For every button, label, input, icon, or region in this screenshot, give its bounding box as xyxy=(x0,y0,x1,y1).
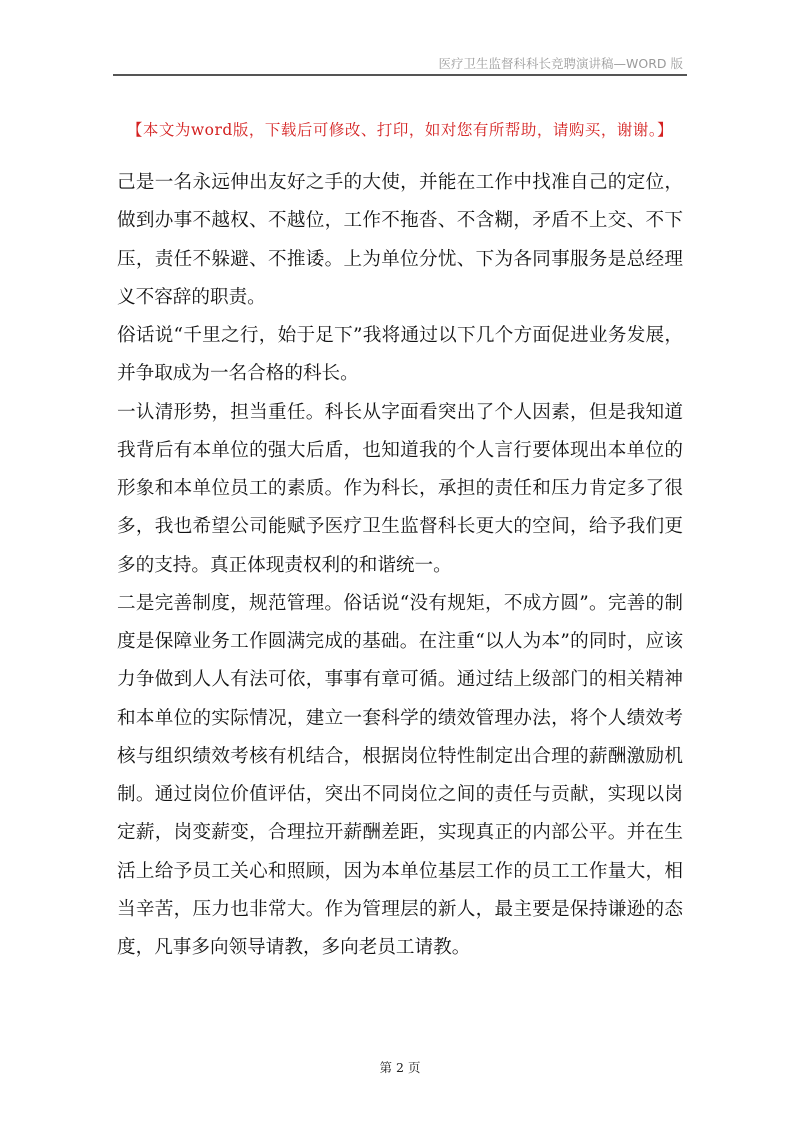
paragraph-line: 义不容辞的职责。 xyxy=(117,286,266,308)
paragraph-line: 俗话说“千里之行，始于足下”我将通过以下几个方面促进业务发展， xyxy=(117,325,683,346)
paragraph-line: 压，责任不躲避、不推诿。上为单位分忧、下为各同事服务是总经理 xyxy=(117,248,683,270)
paragraph-line: 己是一名永远伸出友好之手的大使，并能在工作中找准自己的定位， xyxy=(117,172,683,193)
paragraph xyxy=(117,317,683,394)
paragraph-line: 多的支持。真正体现责权利的和谐统一。 xyxy=(117,554,452,576)
document-body xyxy=(117,164,683,967)
paragraph-line: 定薪，岗变薪变，合理拉开薪酬差距，实现真正的内部公平。并在生 xyxy=(117,822,683,844)
paragraph-line: 力争做到人人有法可依，事事有章可循。通过结上级部门的相关精神 xyxy=(117,669,683,691)
paragraph-line: 二是完善制度，规范管理。俗话说“没有规矩，不成方圆”。完善的制 xyxy=(117,592,683,614)
paragraph-line: 制。通过岗位价值评估，突出不同岗位之间的责任与贡献，实现以岗 xyxy=(117,784,683,805)
header-divider xyxy=(113,74,687,76)
paragraph-line: 我背后有本单位的强大后盾，也知道我的个人言行要体现出本单位的 xyxy=(117,439,683,461)
purchase-notice: 【本文为word版，下载后可修改、打印，如对您有所帮助，请购买，谢谢。】 xyxy=(126,121,674,139)
paragraph-line: 活上给予员工关心和照顾，因为本单位基层工作的员工工作量大，相 xyxy=(117,860,683,882)
page-number: 第 2 页 xyxy=(379,1060,421,1075)
paragraph-line: 做到办事不越权、不越位，工作不拖沓、不含糊，矛盾不上交、不下 xyxy=(117,210,683,232)
paragraph-line: 核与组织绩效考核有机结合，根据岗位特性制定出合理的薪酬激励机 xyxy=(117,745,683,767)
paragraph-line: 度是保障业务工作圆满完成的基础。在注重“以人为本”的同时，应该 xyxy=(117,631,683,652)
paragraph xyxy=(117,585,683,968)
paragraph-line: 多，我也希望公司能赋予医疗卫生监督科长更大的空间，给予我们更 xyxy=(117,516,683,538)
document-header-title: 医疗卫生监督科科长竞聘演讲稿—WORD 版 xyxy=(438,56,683,71)
paragraph-line: 和本单位的实际情况，建立一套科学的绩效管理办法，将个人绩效考 xyxy=(117,707,683,729)
paragraph xyxy=(117,164,683,317)
paragraph-line: 一认清形势，担当重任。科长从字面看突出了个人因素，但是我知道 xyxy=(117,401,683,423)
paragraph xyxy=(117,394,683,585)
paragraph-line: 当辛苦，压力也非常大。作为管理层的新人，最主要是保持谦逊的态 xyxy=(117,898,683,920)
paragraph-line: 形象和本单位员工的素质。作为科长，承担的责任和压力肯定多了很 xyxy=(117,478,683,499)
paragraph-line: 并争取成为一名合格的科长。 xyxy=(117,363,359,385)
paragraph-line: 度，凡事多向领导请教，多向老员工请教。 xyxy=(117,937,471,958)
